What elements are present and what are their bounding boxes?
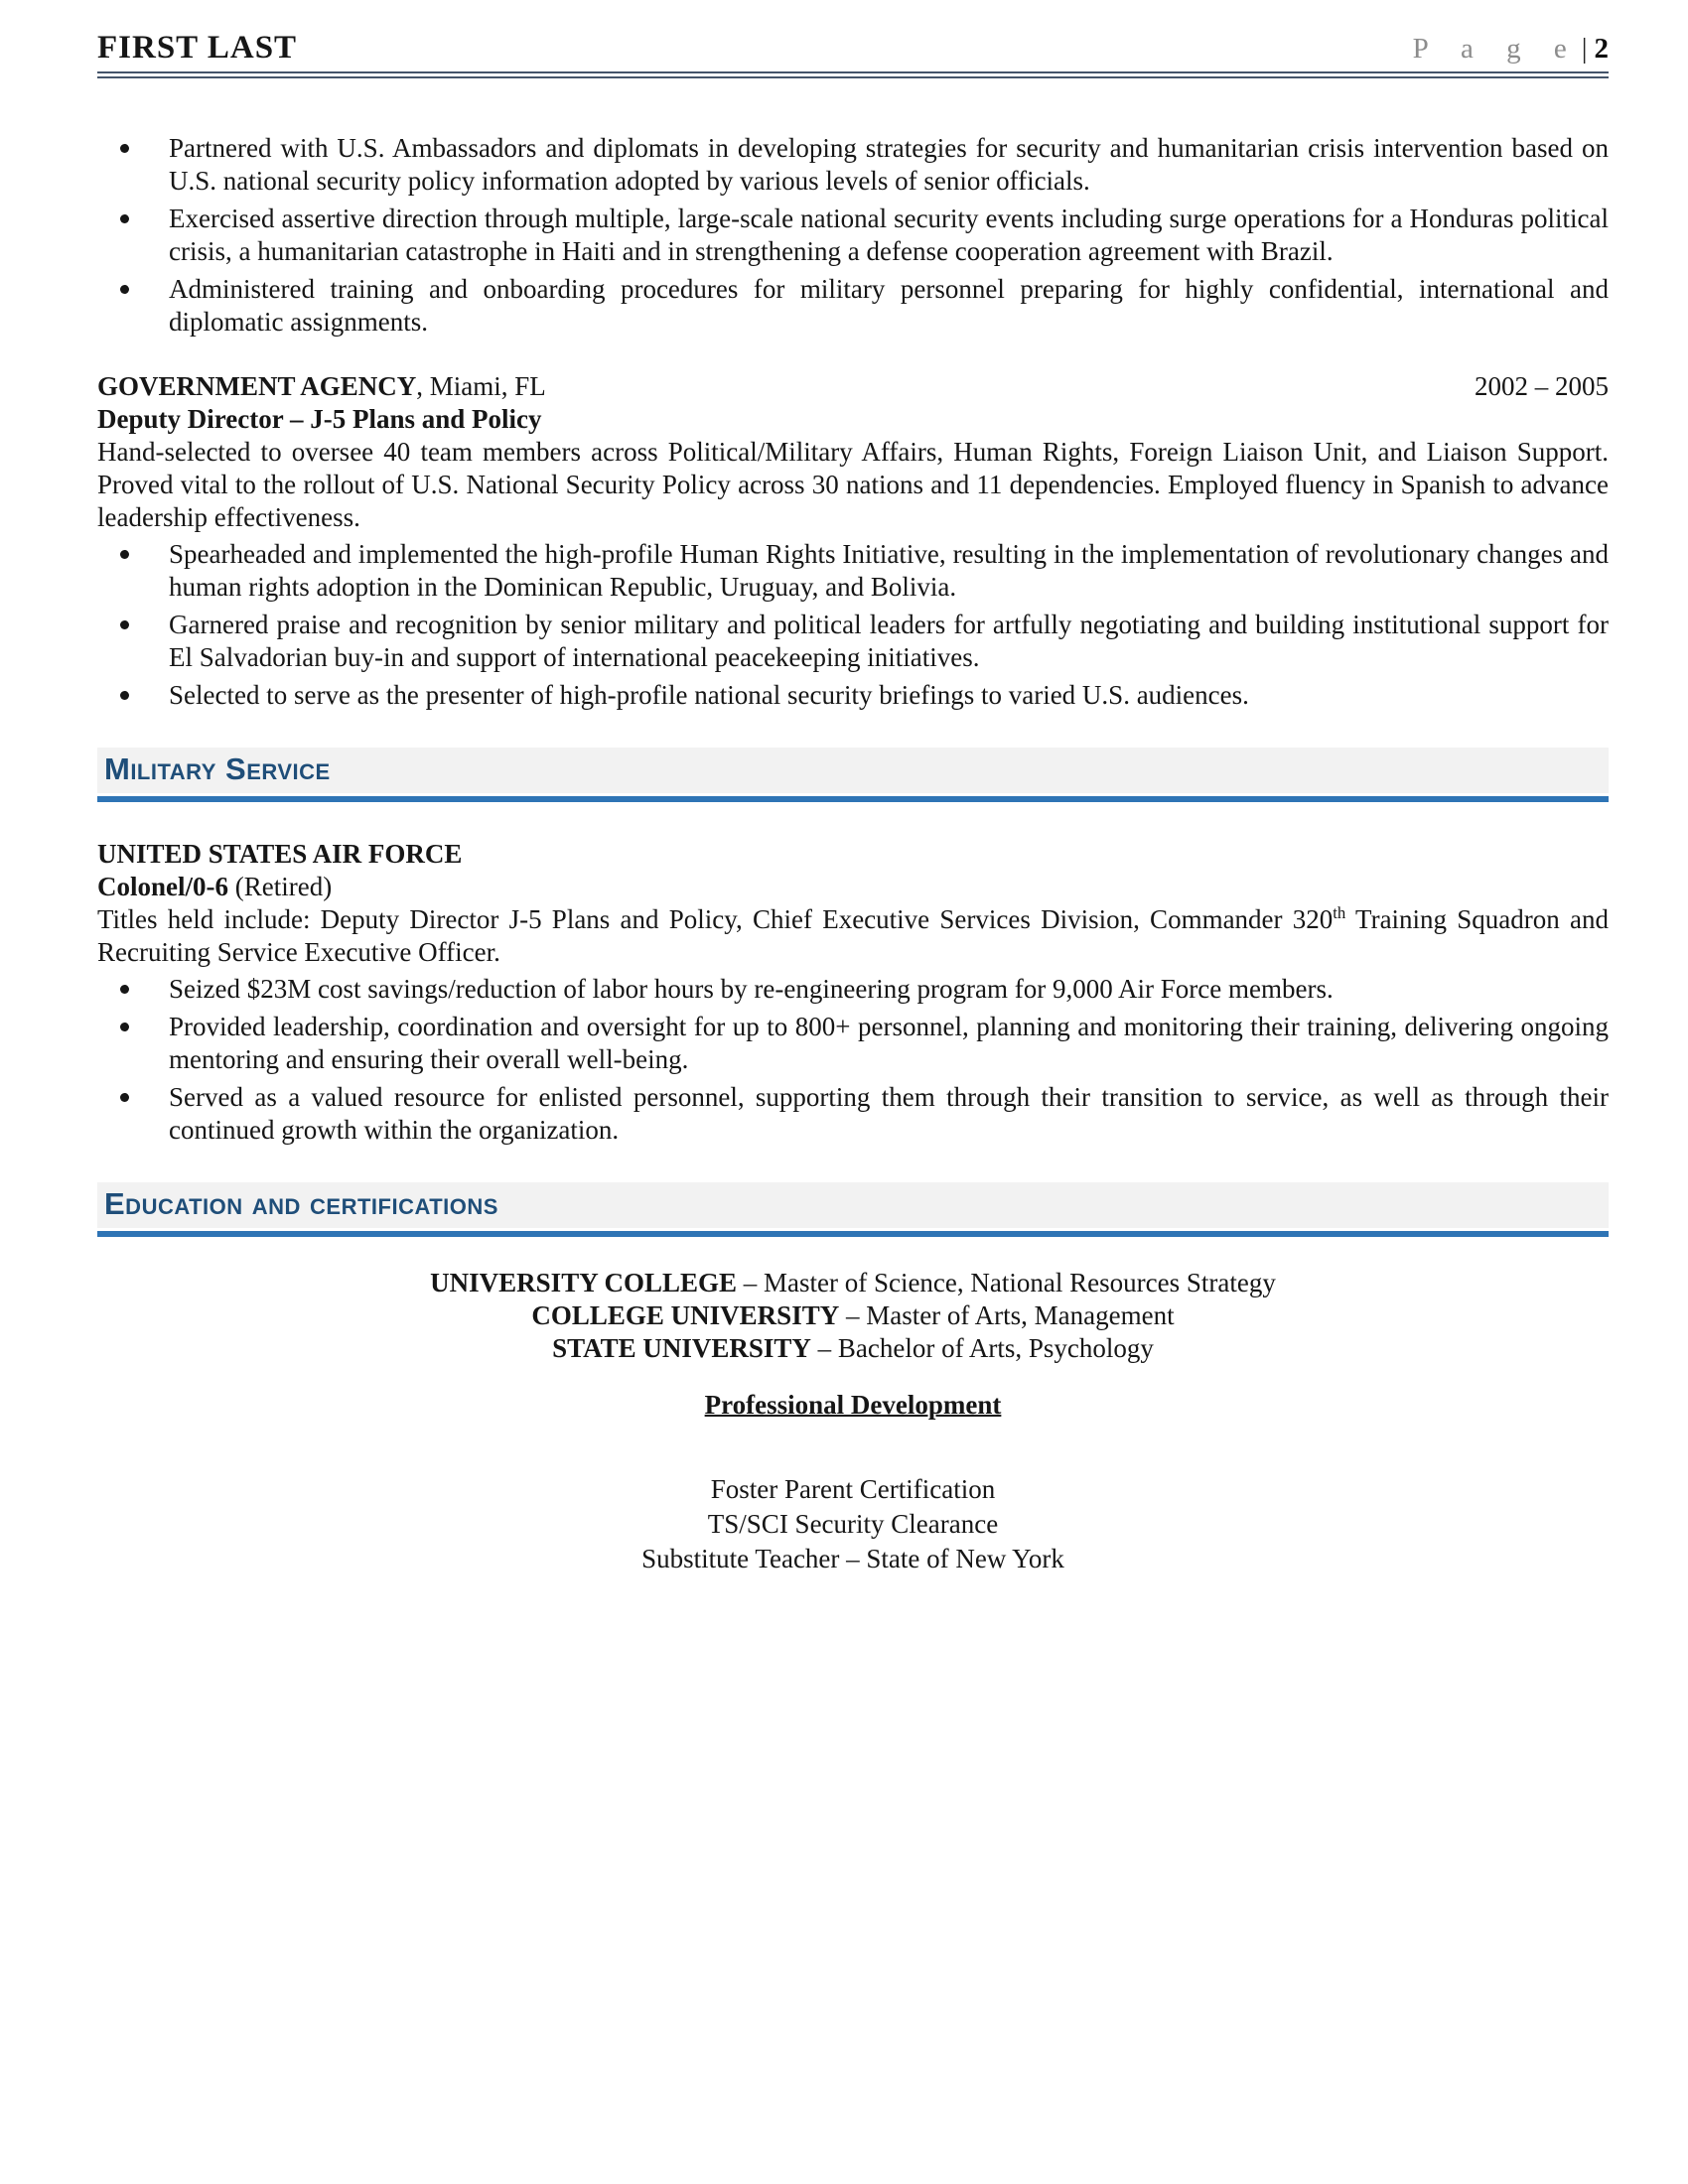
certification-list <box>97 1473 1609 1575</box>
bullet-text: Provided leadership, coordination and oversight for up to 800+ personnel, planning and monitoring their training, delivering ongoing mentoring and ensuring their overall well-being. <box>169 1012 1609 1074</box>
bullet-item <box>97 538 1609 604</box>
section-rule <box>97 1231 1609 1237</box>
page-header <box>97 32 1609 78</box>
certification-item: Substitute Teacher – State of New York <box>641 1544 1064 1573</box>
bullet-text: Spearheaded and implemented the high-profile Human Rights Initiative, resulting in the implementation of revolutionary changes and human rights adoption in the Dominican Republic, Uruguay, and Bolivia. <box>169 539 1609 602</box>
page-word: P a g e <box>1412 33 1580 65</box>
degree-detail: – Bachelor of Arts, Psychology <box>810 1333 1154 1363</box>
section-header-bar <box>97 748 1609 793</box>
titles-text-after: Training Squadron and Recruiting Service Executive Officer. <box>97 904 1609 967</box>
section-military-service <box>97 748 1609 1147</box>
bullet-item <box>97 609 1609 674</box>
job-entry <box>97 370 1609 712</box>
company-location: , Miami, FL <box>416 371 546 401</box>
military-bullet-list <box>97 973 1609 1147</box>
bullet-item <box>97 132 1609 198</box>
branch-name: UNITED STATES AIR FORCE <box>97 839 463 869</box>
bullet-text: Exercised assertive direction through multiple, large-scale national security events including surge operations for a Honduras political crisis, a humanitarian catastrophe in Haiti and in strengthening a defense cooperation agreement with Brazil. <box>169 204 1609 266</box>
job-dates: 2002 – 2005 <box>1475 371 1609 401</box>
bullet-item <box>97 203 1609 268</box>
bullet-text: Garnered praise and recognition by senior military and political leaders for artfully negotiating and building institutional support for El Salvadorian buy-in and support of international peacekeeping initiatives. <box>169 610 1609 672</box>
titles-text-before: Titles held include: Deputy Director J-5 Plans and Policy, Chief Executive Services Division, Commander 320 <box>97 904 1334 934</box>
bullet-text: Administered training and onboarding procedures for military personnel preparing for highly confidential, international and diplomatic assignments. <box>169 274 1609 337</box>
page-indicator <box>1413 33 1609 66</box>
section-education <box>97 1182 1609 1575</box>
bullet-text: Served as a valued resource for enlisted personnel, supporting them through their transition to service, as well as through their continued growth within the organization. <box>169 1082 1609 1145</box>
titles-paragraph <box>97 903 1609 969</box>
section-header-bar <box>97 1182 1609 1228</box>
bullet-text: Seized $23M cost savings/reduction of labor hours by re-engineering program for 9,000 Air Force members. <box>169 974 1334 1004</box>
job-title: Deputy Director – J-5 Plans and Policy <box>97 404 542 434</box>
degree-line <box>97 1299 1609 1332</box>
degree-line <box>97 1332 1609 1365</box>
job-summary: Hand-selected to oversee 40 team members across Political/Military Affairs, Human Rights, Foreign Liaison Unit, and Liaison Support. Proved vital to the rollout of U.S. National Security Policy across 30 nations and 11 dependencies. Employed fluency in Spanish to advance leadership effectiveness. <box>97 437 1609 532</box>
bullet-text: Partnered with U.S. Ambassadors and diplomats in developing strategies for security and humanitarian crisis intervention based on U.S. national security policy information adopted by various levels of senior officials. <box>169 133 1609 196</box>
school-name: COLLEGE UNIVERSITY <box>531 1300 840 1330</box>
job-bullet-list <box>97 538 1609 712</box>
job-header-row <box>97 370 1609 403</box>
section-heading: Military Service <box>104 751 331 786</box>
rank-line <box>97 871 1609 903</box>
bullet-item <box>97 679 1609 712</box>
header-double-rule <box>97 71 1609 78</box>
bullet-text: Selected to serve as the presenter of high-profile national security briefings to varied U.S. audiences. <box>169 680 1249 710</box>
header-name: FIRST LAST <box>97 30 298 66</box>
company-line <box>97 370 546 403</box>
company-name: GOVERNMENT AGENCY <box>97 371 417 401</box>
certification-item: TS/SCI Security Clearance <box>707 1509 999 1539</box>
bullet-item <box>97 1011 1609 1076</box>
header-row <box>97 32 1609 66</box>
degree-list <box>97 1267 1609 1365</box>
degree-line <box>97 1267 1609 1299</box>
page-number: 2 <box>1594 33 1609 65</box>
section-rule <box>97 796 1609 802</box>
rank: Colonel/0-6 <box>97 872 228 901</box>
degree-detail: – Master of Science, National Resources Strategy <box>736 1268 1276 1297</box>
bullet-item <box>97 1081 1609 1147</box>
bullet-item <box>97 273 1609 339</box>
experience-bullet-list <box>97 132 1609 339</box>
section-heading: Education and certifications <box>104 1186 498 1221</box>
degree-detail: – Master of Arts, Management <box>839 1300 1175 1330</box>
bullet-item <box>97 973 1609 1006</box>
page-separator: | <box>1581 33 1588 65</box>
school-name: UNIVERSITY COLLEGE <box>430 1268 737 1297</box>
rank-note: (Retired) <box>228 872 333 901</box>
professional-development-heading: Professional Development <box>704 1390 1002 1420</box>
certification-item: Foster Parent Certification <box>710 1474 996 1504</box>
school-name: STATE UNIVERSITY <box>552 1333 811 1363</box>
titles-superscript: th <box>1333 903 1346 922</box>
